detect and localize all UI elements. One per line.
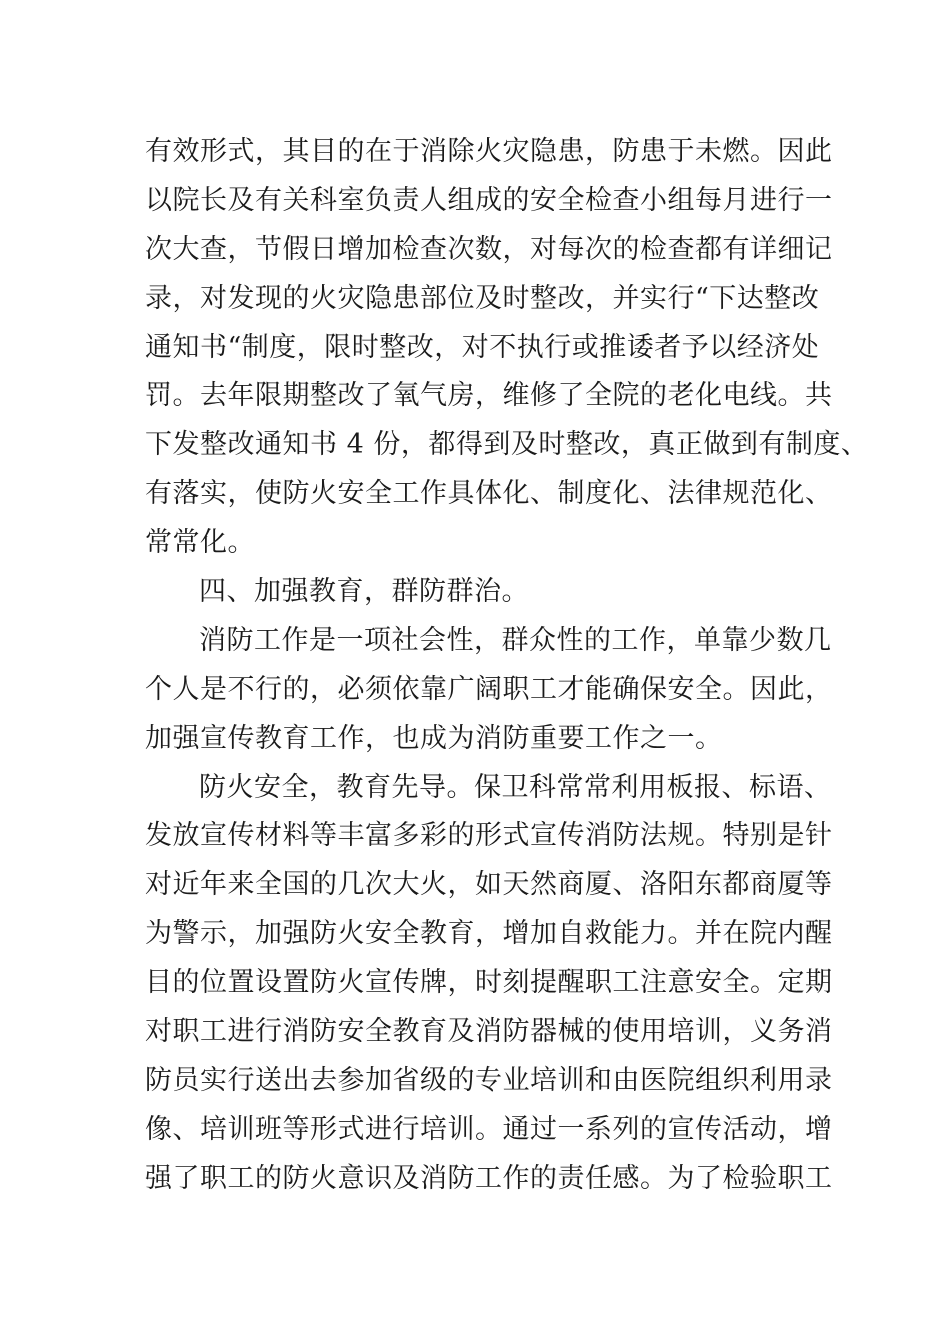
text-line: 罚。去年限期整改了氧气房，维修了全院的老化电线。共 [145,380,833,412]
text-line: 常常化。 [145,527,255,559]
text-line: 有效形式，其目的在于消除火灾隐患，防患于未燃。因此 [145,136,833,167]
text-line: 防员实行送出去参加省级的专业培训和由医院组织利用录 [145,1064,833,1096]
text-line: 加强宣传教育工作，也成为消防重要工作之一。 [145,722,723,754]
text-line: 消防工作是一项社会性，群众性的工作，单靠少数几 [199,624,832,656]
text-line: 对近年来全国的几次大火，如天然商厦、洛阳东都商厦等 [145,869,833,901]
text-line: 次大查，节假日增加检查次数，对每次的检查都有详细记 [145,233,833,265]
text-line: 强了职工的防火意识及消防工作的责任感。为了检验职工 [145,1162,833,1194]
text-line: 以院长及有关科室负责人组成的安全检查小组每月进行一 [145,184,833,216]
text-line: 有落实，使防火安全工作具体化、制度化、法律规范化、 [145,478,833,510]
text-line: 对职工进行消防安全教育及消防器械的使用培训，义务消 [145,1016,833,1048]
text-line: 目的位置设置防火宣传牌，时刻提醒职工注意安全。定期 [145,967,833,999]
text-line: 个人是不行的，必须依靠广阔职工才能确保安全。因此， [145,673,833,705]
text-line: 下发整改通知书 4 份，都得到及时整改，真正做到有制度、 [145,429,869,461]
text-line: 防火安全，教育先导。保卫科常常利用板报、标语、 [199,771,832,803]
text-line: 为警示，加强防火安全教育，增加自救能力。并在院内醒 [145,918,833,950]
text-line: 四、加强教育，群防群治。 [199,576,529,608]
text-line: 像、培训班等形式进行培训。通过一系列的宣传活动，增 [145,1113,833,1145]
text-line: 录，对发现的火灾隐患部位及时整改，并实行“下达整改 [145,282,820,314]
text-line: 通知书“制度，限时整改，对不执行或推诿者予以经济处 [145,331,820,363]
document-body [145,128,869,1204]
text-line: 发放宣传材料等丰富多彩的形式宣传消防法规。特别是针 [145,820,833,852]
